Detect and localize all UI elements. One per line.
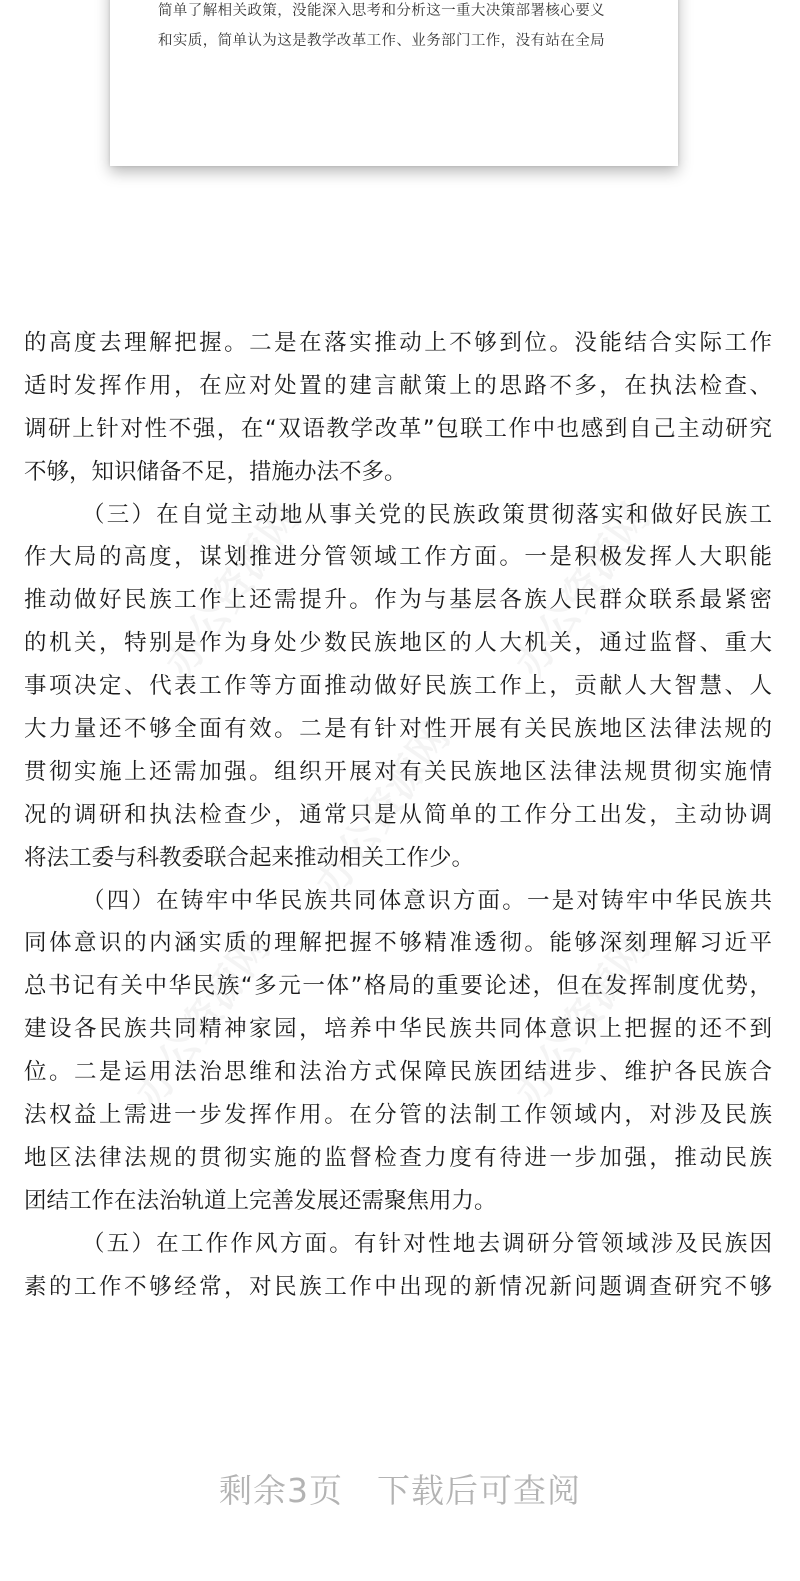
body-line: 法权益上需进一步发挥作用。在分管的法制工作领域内，对涉及民族	[24, 1102, 772, 1129]
body-line: （三）在自觉主动地从事关党的民族政策贯彻落实和做好民族工	[82, 501, 772, 528]
body-line: 适时发挥作用，在应对处置的建言献策上的思路不多，在执法检查、	[24, 372, 772, 399]
body-line: 建设各民族共同精神家园，培养中华民族共同体意识上把握的还不到	[24, 1016, 772, 1043]
preview-line: 简单了解相关政策，没能深入思考和分析这一重大决策部署核心要义	[158, 3, 605, 19]
body-line: 调研上针对性不强，在“双语教学改革”包联工作中也感到自己主动研究	[24, 415, 772, 442]
body-line: 大力量还不够全面有效。二是有针对性开展有关民族地区法律法规的	[24, 716, 772, 743]
body-line: 将法工委与科教委联合起来推动相关工作少。	[24, 844, 475, 871]
body-line: 事项决定、代表工作等方面推动做好民族工作上，贡献人大智慧、人	[24, 673, 772, 700]
document-body	[24, 322, 772, 1308]
body-line: 地区法律法规的贯彻实施的监督检查力度有待进一步加强，推动民族	[24, 1144, 772, 1171]
body-line: 同体意识的内涵实质的理解把握不够精准透彻。能够深刻理解习近平	[24, 930, 772, 957]
preview-line: 和实质，简单认为这是教学改革工作、业务部门工作，没有站在全局	[158, 33, 605, 49]
download-label: 下载后可查阅	[377, 1471, 581, 1510]
body-line: 总书记有关中华民族“多元一体”格局的重要论述，但在发挥制度优势，	[24, 973, 772, 1000]
remaining-pages-label: 剩余3页	[219, 1471, 343, 1510]
body-line: 位。二是运用法治思维和法治方式保障民族团结进步、维护各民族合	[24, 1059, 772, 1086]
body-line: 的机关，特别是作为身处少数民族地区的人大机关，通过监督、重大	[24, 630, 772, 657]
body-line: 推动做好民族工作上还需提升。作为与基层各族人民群众联系最紧密	[24, 587, 772, 614]
download-to-view-prompt[interactable]	[0, 1466, 800, 1516]
body-line: 贯彻实施上还需加强。组织开展对有关民族地区法律法规贯彻实施情	[24, 758, 772, 785]
document-preview-card	[110, 0, 678, 166]
body-line: 素的工作不够经常，对民族工作中出现的新情况新问题调查研究不够	[24, 1273, 772, 1300]
body-line: （四）在铸牢中华民族共同体意识方面。一是对铸牢中华民族共	[82, 887, 772, 914]
body-line: 团结工作在法治轨道上完善发展还需聚焦用力。	[24, 1187, 497, 1214]
body-line: （五）在工作作风方面。有针对性地去调研分管领域涉及民族因	[82, 1230, 772, 1257]
body-line: 的高度去理解把握。二是在落实推动上不够到位。没能结合实际工作	[24, 330, 772, 356]
body-line: 作大局的高度，谋划推进分管领域工作方面。一是积极发挥人大职能	[24, 544, 772, 571]
body-line: 况的调研和执法检查少，通常只是从简单的工作分工出发，主动协调	[24, 801, 772, 828]
body-line: 不够，知识储备不足，措施办法不多。	[24, 458, 407, 485]
